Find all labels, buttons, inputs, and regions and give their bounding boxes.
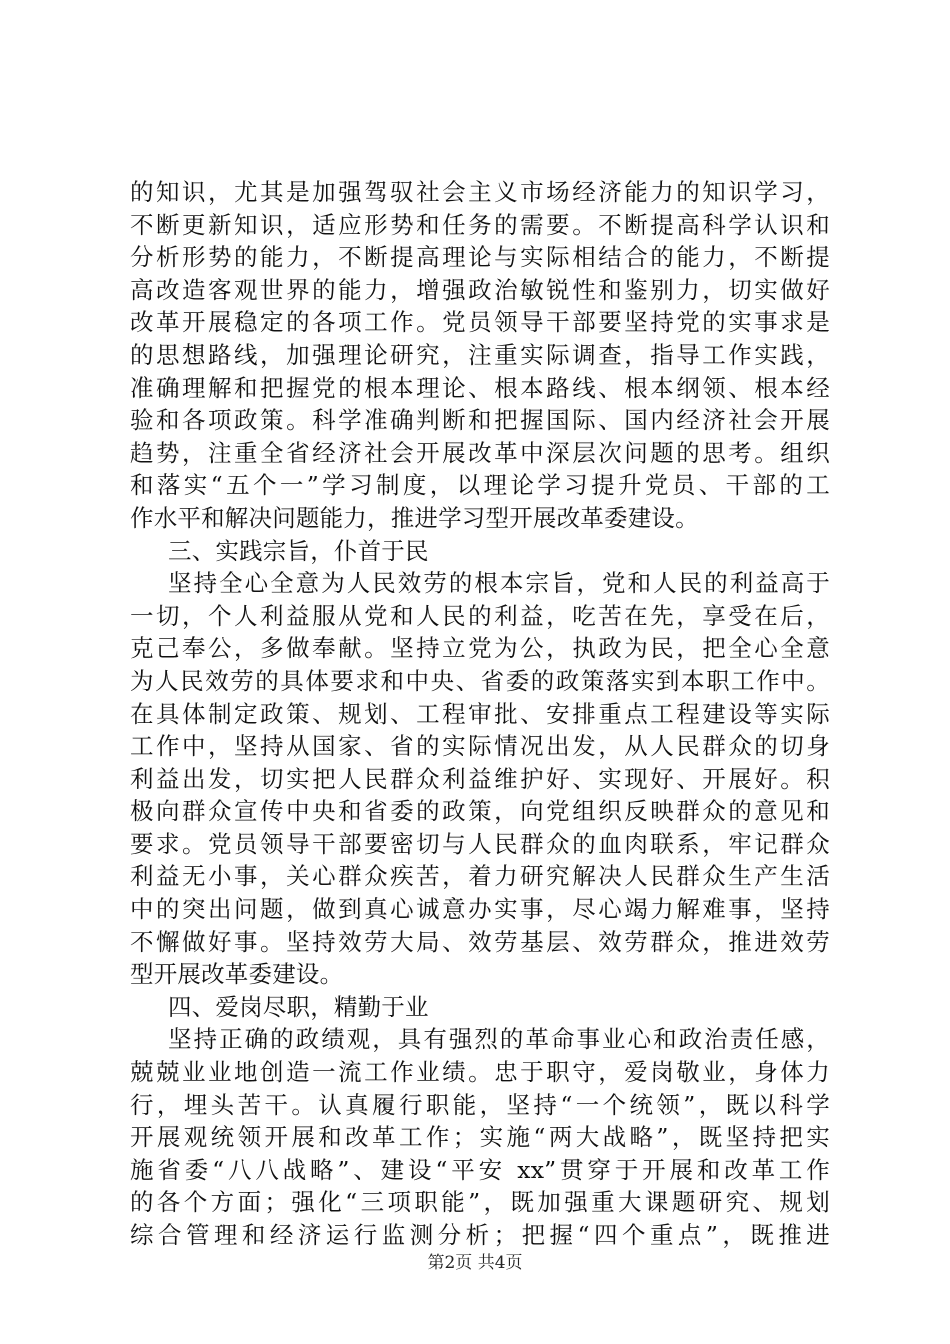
text-line: 型开展改革委建设。 xyxy=(130,960,344,989)
text-line: 一切，个人利益服从党和人民的利益，吃苦在先，享受在后， xyxy=(130,601,830,630)
text-line: 克己奉公，多做奉献。坚持立党为公，执政为民，把全心全意 xyxy=(130,634,830,663)
text-line: 利益无小事，关心群众疾苦，着力研究解决人民群众生产生活 xyxy=(130,862,830,891)
text-line: 施省委“八八战略”、建设“平安 xx”贯穿于开展和改革工作 xyxy=(130,1155,830,1184)
text-line: 要求。党员领导干部要密切与人民群众的血肉联系，牢记群众 xyxy=(130,829,830,858)
paragraph-first-line: 坚持正确的政绩观，具有强烈的革命事业心和政治责任感， xyxy=(168,1025,830,1054)
text-line: 的思想路线，加强理论研究，注重实际调查，指导工作实践， xyxy=(130,340,830,369)
text-line: 利益出发，切实把人民群众利益维护好、实现好、开展好。积 xyxy=(130,764,830,793)
text-line: 极向群众宣传中央和省委的政策，向党组织反映群众的意见和 xyxy=(130,797,830,826)
text-line: 为人民效劳的具体要求和中央、省委的政策落实到本职工作中。 xyxy=(130,666,830,695)
text-line: 不懈做好事。坚持效劳大局、效劳基层、效劳群众，推进效劳 xyxy=(130,927,830,956)
text-line: 分析形势的能力，不断提高理论与实际相结合的能力，不断提 xyxy=(130,243,830,272)
text-line: 行，埋头苦干。认真履行职能，坚持“一个统领”，既以科学 xyxy=(130,1090,830,1119)
text-line: 准确理解和把握党的根本理论、根本路线、根本纲领、根本经 xyxy=(130,373,830,402)
text-line: 改革开展稳定的各项工作。党员领导干部要坚持党的实事求是 xyxy=(130,308,830,337)
page-number-footer: 第2页 共4页 xyxy=(427,1253,523,1273)
text-line: 开展观统领开展和改革工作；实施“两大战略”，既坚持把实 xyxy=(130,1123,830,1152)
text-line: 兢兢业业地创造一流工作业绩。忠于职守，爱岗敬业，身体力 xyxy=(130,1058,830,1087)
text-line: 综合管理和经济运行监测分析；把握“四个重点”，既推进 xyxy=(130,1221,830,1249)
section-heading-four: 四、爱岗尽职，精勤于业 xyxy=(168,992,429,1021)
body-text xyxy=(130,176,830,1252)
text-line: 的知识，尤其是加强驾驭社会主义市场经济能力的知识学习， xyxy=(130,178,830,206)
text-line: 在具体制定政策、规划、工程审批、安排重点工程建设等实际 xyxy=(130,699,830,728)
text-line: 和落实“五个一”学习制度，以理论学习提升党员、干部的工 xyxy=(130,471,830,500)
text-line: 不断更新知识，适应形势和任务的需要。不断提高科学认识和 xyxy=(130,210,830,239)
section-heading-three: 三、实践宗旨，仆首于民 xyxy=(168,536,429,565)
text-line: 工作中，坚持从国家、省的实际情况出发，从人民群众的切身 xyxy=(130,732,830,761)
paragraph-first-line: 坚持全心全意为人民效劳的根本宗旨，党和人民的利益高于 xyxy=(168,569,830,598)
text-line: 作水平和解决问题能力，推进学习型开展改革委建设。 xyxy=(130,503,699,532)
text-line: 验和各项政策。科学准确判断和把握国际、国内经济社会开展 xyxy=(130,406,830,435)
text-line: 高改造客观世界的能力，增强政治敏锐性和鉴别力，切实做好 xyxy=(130,275,830,304)
text-line: 的各个方面；强化“三项职能”，既加强重大课题研究、规划 xyxy=(130,1188,830,1217)
text-line: 中的突出问题，做到真心诚意办实事，尽心竭力解难事，坚持 xyxy=(130,895,830,924)
text-line: 趋势，注重全省经济社会开展改革中深层次问题的思考。组织 xyxy=(130,438,830,467)
